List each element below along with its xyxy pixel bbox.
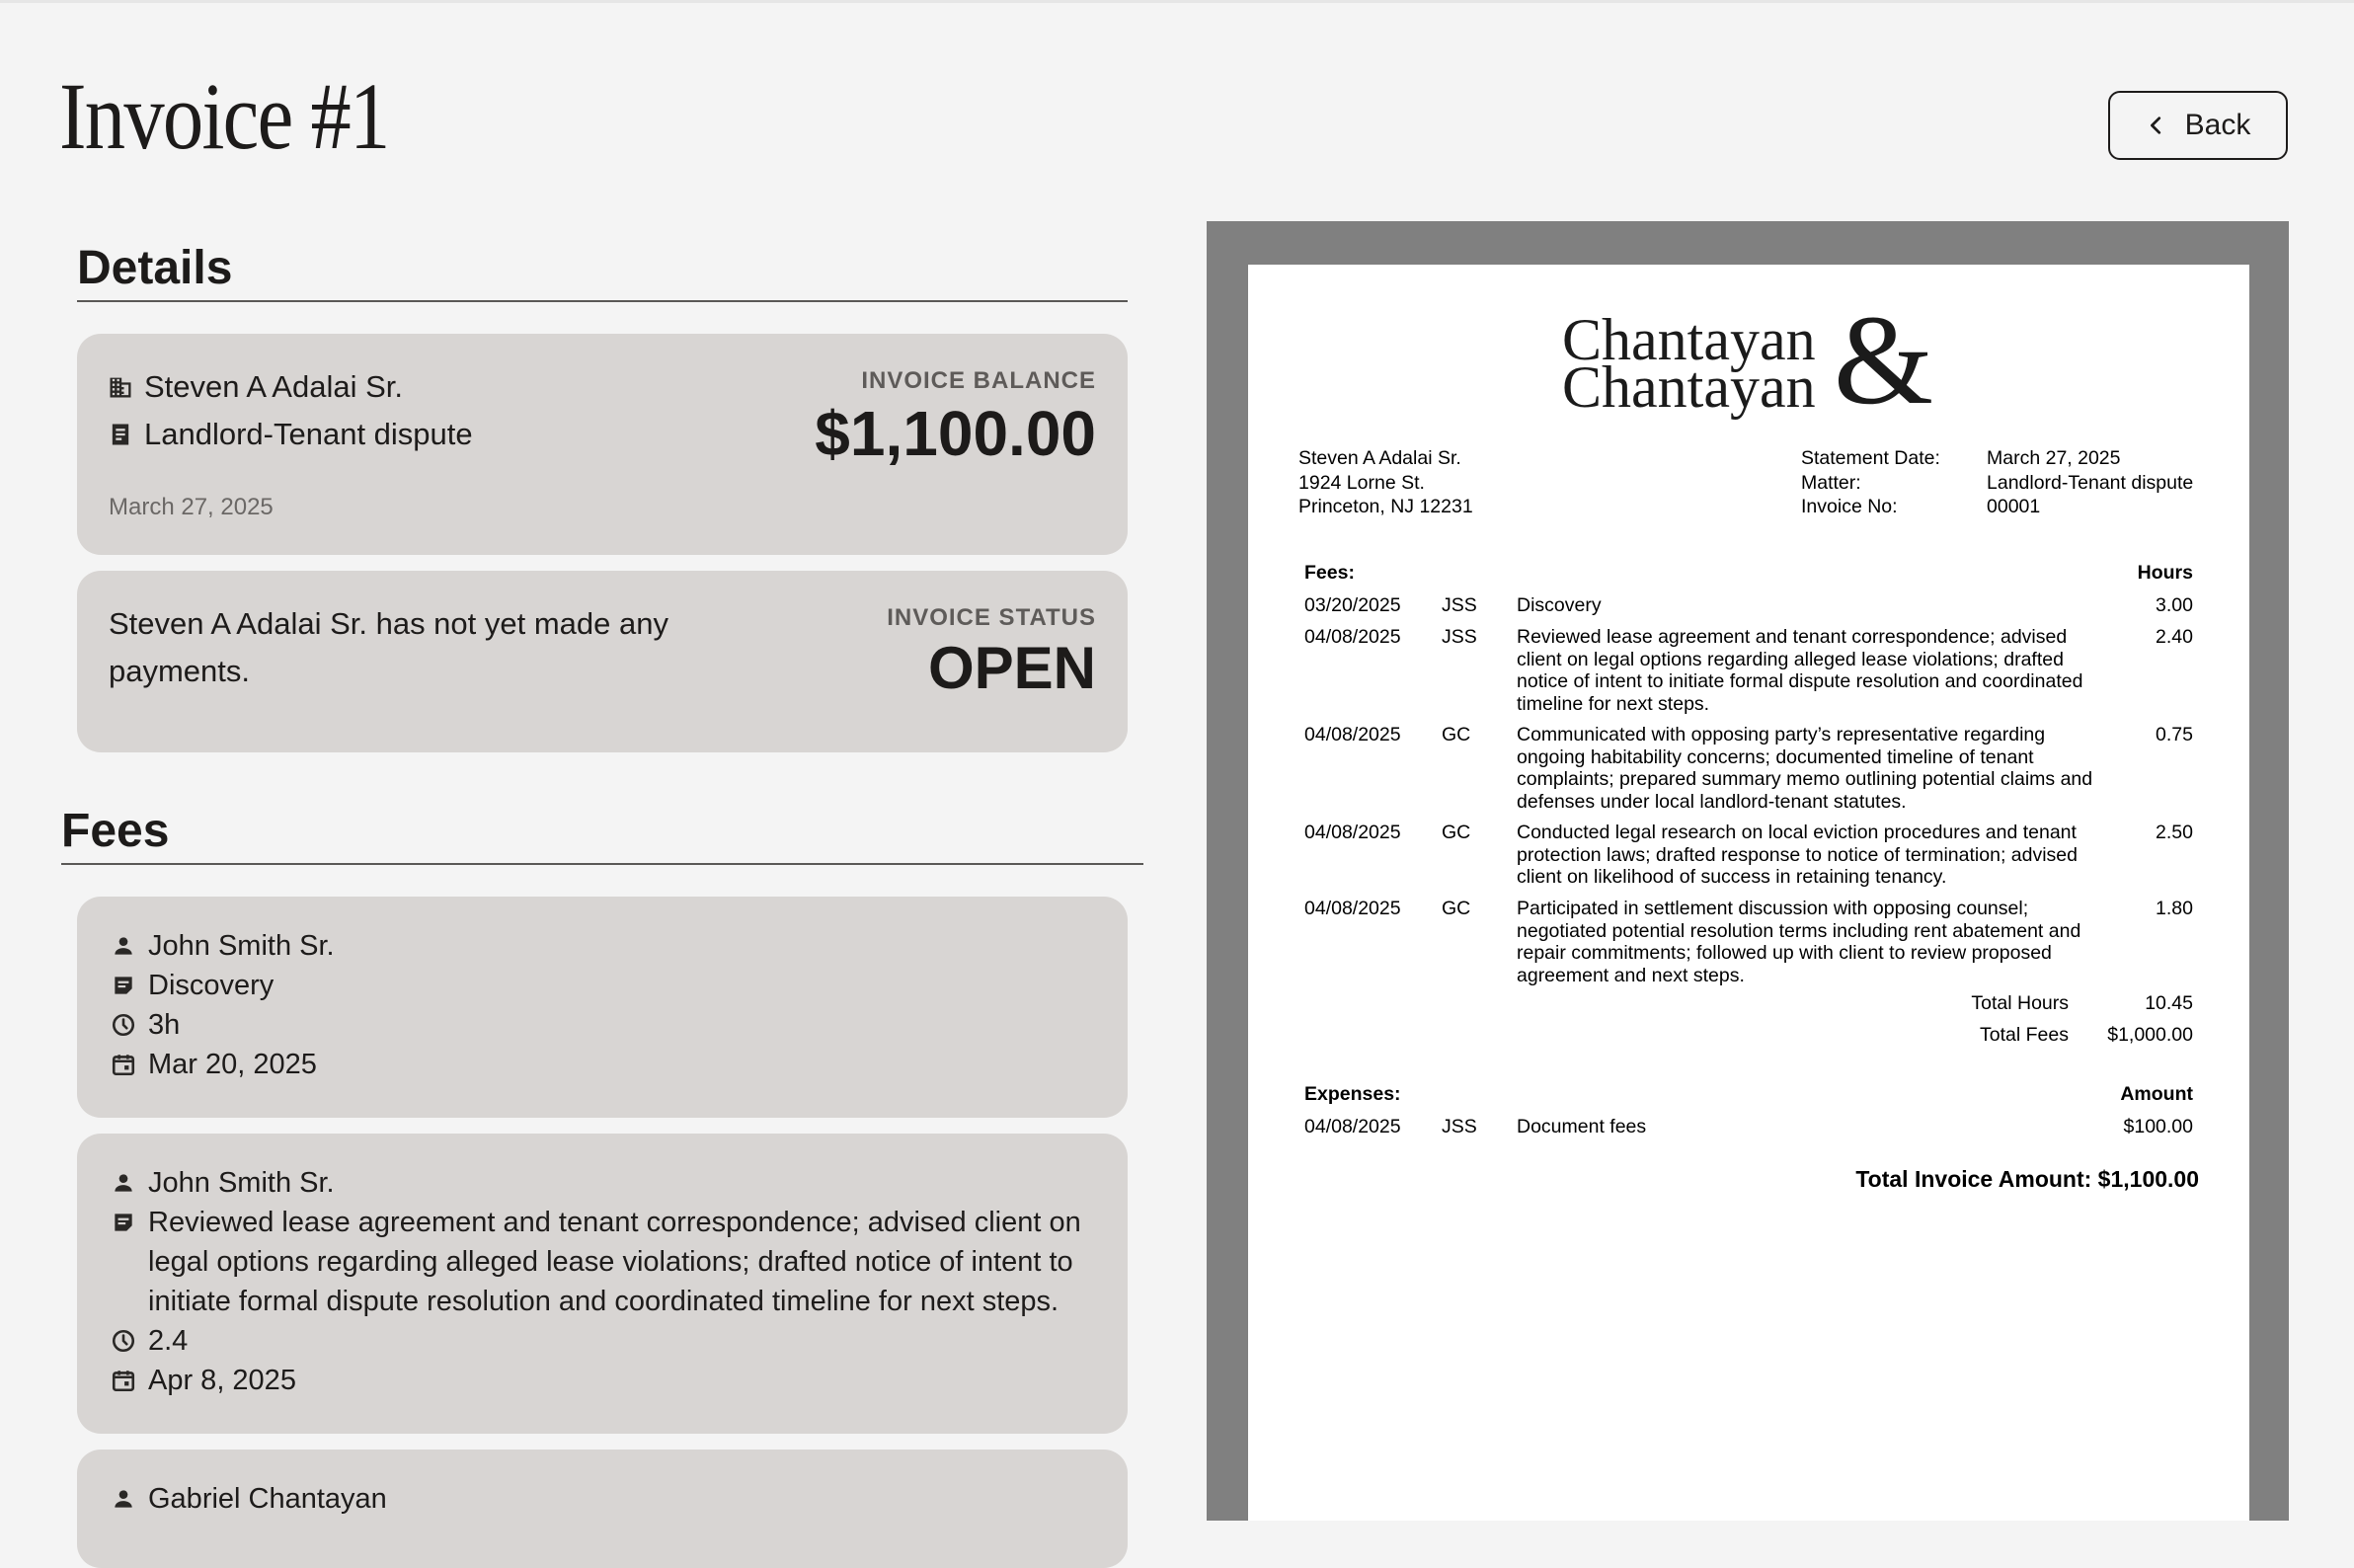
fee-hours: 2.4 [148, 1325, 189, 1357]
fee-entry-initials: GC [1442, 724, 1471, 745]
meta-label: Statement Date: [1801, 447, 1940, 469]
fee-entry-initials: JSS [1442, 594, 1477, 616]
fee-date: Mar 20, 2025 [148, 1049, 317, 1080]
building-icon [107, 373, 134, 401]
fee-card[interactable] [77, 1134, 1128, 1434]
person-icon [111, 933, 136, 959]
details-heading: Details [77, 242, 233, 294]
total-hours-label: Total Hours [1971, 992, 2069, 1014]
calendar-icon [111, 1368, 136, 1393]
calendar-icon [111, 1052, 136, 1077]
balance-value: $1,100.00 [815, 398, 1096, 469]
expense-date: 04/08/2025 [1304, 1116, 1401, 1137]
fee-date: Apr 8, 2025 [148, 1365, 296, 1396]
meta-label: Invoice No: [1801, 496, 1898, 517]
fee-entry-hours: 2.40 [2156, 626, 2193, 648]
note-icon [111, 973, 136, 998]
client-row [107, 369, 403, 405]
fee-entry-date: 04/08/2025 [1304, 898, 1401, 919]
fee-entry-initials: GC [1442, 898, 1471, 919]
fee-hours-row [111, 1321, 1098, 1361]
fee-entry-desc: Communicated with opposing party’s representative regarding ongoing habitability concerns; documented timeline of tenant complaints; prepared summary memo outlining potential claims and defenses under local landlord-tenant statutes. [1517, 724, 2093, 813]
logo-line-2: Chantayan [1562, 354, 1816, 420]
firm-logo [1562, 289, 1937, 431]
total-fees-value: $1,000.00 [2107, 1024, 2193, 1046]
total-hours-value: 10.45 [2145, 992, 2193, 1014]
address-line: Princeton, NJ 12231 [1298, 496, 1473, 517]
status-label: INVOICE STATUS [887, 604, 1096, 631]
document-icon [107, 421, 134, 448]
meta-value: Landlord-Tenant dispute [1987, 471, 2194, 494]
logo-line-1: Chantayan [1562, 307, 1816, 372]
fee-date-row [111, 1361, 1098, 1400]
expense-desc: Document fees [1517, 1116, 1647, 1137]
fees-heading: Fees [61, 805, 170, 857]
fee-entry-desc: Discovery [1517, 594, 1602, 616]
fee-card[interactable] [77, 897, 1128, 1118]
fee-entry-date: 04/08/2025 [1304, 626, 1401, 648]
expenses-header: Expenses: [1304, 1083, 1401, 1105]
fee-entry-date: 03/20/2025 [1304, 594, 1401, 616]
fee-entry-desc: Participated in settlement discussion with opposing counsel; negotiated potential resolution terms including rent abatement and repair commitments; followed up with client to review proposed agreement and next steps. [1517, 898, 2081, 986]
fee-entry-hours: 2.50 [2156, 822, 2193, 843]
balance-label: INVOICE BALANCE [861, 367, 1096, 394]
hours-header: Hours [2137, 562, 2193, 584]
fee-entry-date: 04/08/2025 [1304, 724, 1401, 745]
fees-divider [61, 863, 1143, 865]
fee-description: Reviewed lease agreement and tenant correspondence; advised client on legal options regarding alleged lease violations; drafted notice of intent to initiate formal dispute resolution and coordinated timeline for next steps. [148, 1207, 1081, 1317]
fee-hours-row [111, 1005, 1098, 1045]
fee-person-row [111, 1163, 1098, 1203]
note-icon [111, 1210, 136, 1235]
fee-details [111, 926, 1098, 1084]
fee-description: Discovery [148, 970, 275, 1001]
clock-icon [111, 1012, 136, 1038]
fee-hours: 3h [148, 1009, 181, 1041]
amount-header: Amount [2120, 1083, 2193, 1105]
statement-values [1987, 446, 2193, 519]
invoice-document [1248, 265, 2249, 1521]
chevron-left-icon [2146, 115, 2167, 136]
total-invoice-amount: Total Invoice Amount: $1,100.00 [1855, 1166, 2199, 1192]
back-button-label: Back [2184, 109, 2251, 141]
address-line: 1924 Lorne St. [1298, 471, 1425, 494]
statement-labels [1801, 446, 1940, 519]
meta-value: 00001 [1987, 496, 2041, 517]
matter-name: Landlord-Tenant dispute [144, 417, 473, 451]
expense-initials: JSS [1442, 1116, 1477, 1137]
fee-entry-initials: GC [1442, 822, 1471, 843]
fee-entry-date: 04/08/2025 [1304, 822, 1401, 843]
person-icon [111, 1170, 136, 1196]
clock-icon [111, 1328, 136, 1354]
fee-description-row [111, 1203, 1098, 1321]
meta-label: Matter: [1801, 471, 1861, 494]
fee-person-row [111, 1479, 1098, 1519]
fee-person: Gabriel Chantayan [148, 1483, 387, 1515]
fee-card[interactable] [77, 1450, 1128, 1568]
details-divider [77, 300, 1128, 302]
total-fees-label: Total Fees [1980, 1024, 2069, 1046]
client-address [1298, 446, 1473, 519]
fee-date-row [111, 1045, 1098, 1084]
fee-entry-desc: Reviewed lease agreement and tenant correspondence; advised client on legal options regarding alleged lease violations; drafted notice of intent to initiate formal dispute resolution and coordinated timeline for next steps. [1517, 626, 2083, 715]
fee-person-row [111, 926, 1098, 966]
person-icon [111, 1486, 136, 1512]
top-border [0, 0, 2354, 3]
fee-entry-hours: 1.80 [2156, 898, 2193, 919]
invoice-date: March 27, 2025 [109, 494, 274, 520]
fee-person: John Smith Sr. [148, 1167, 335, 1199]
fee-person: John Smith Sr. [148, 930, 335, 962]
fee-entry-hours: 3.00 [2156, 594, 2193, 616]
logo-ampersand: & [1834, 289, 1934, 431]
meta-value: March 27, 2025 [1987, 447, 2121, 469]
fee-description-row [111, 966, 1098, 1005]
fee-details [111, 1479, 1098, 1519]
payment-note: Steven A Adalai Sr. has not yet made any payments. [109, 606, 668, 688]
fee-entry-hours: 0.75 [2156, 724, 2193, 745]
fees-header: Fees: [1304, 562, 1355, 584]
back-button[interactable] [2108, 91, 2288, 160]
client-name: Steven A Adalai Sr. [144, 369, 403, 404]
status-value: OPEN [927, 635, 1096, 701]
status-card [77, 571, 1128, 752]
fee-details [111, 1163, 1098, 1400]
matter-row [107, 417, 473, 452]
invoice-preview[interactable] [1207, 221, 2289, 1521]
address-line: Steven A Adalai Sr. [1298, 447, 1461, 469]
fee-entry-initials: JSS [1442, 626, 1477, 648]
balance-card [77, 334, 1128, 555]
expense-amount: $100.00 [2123, 1116, 2193, 1137]
fee-entry-desc: Conducted legal research on local eviction procedures and tenant protection laws; drafted response to notice of termination; advised client on likelihood of success in retaining tenancy. [1517, 822, 2078, 888]
page-title: Invoice #1 [59, 63, 389, 169]
